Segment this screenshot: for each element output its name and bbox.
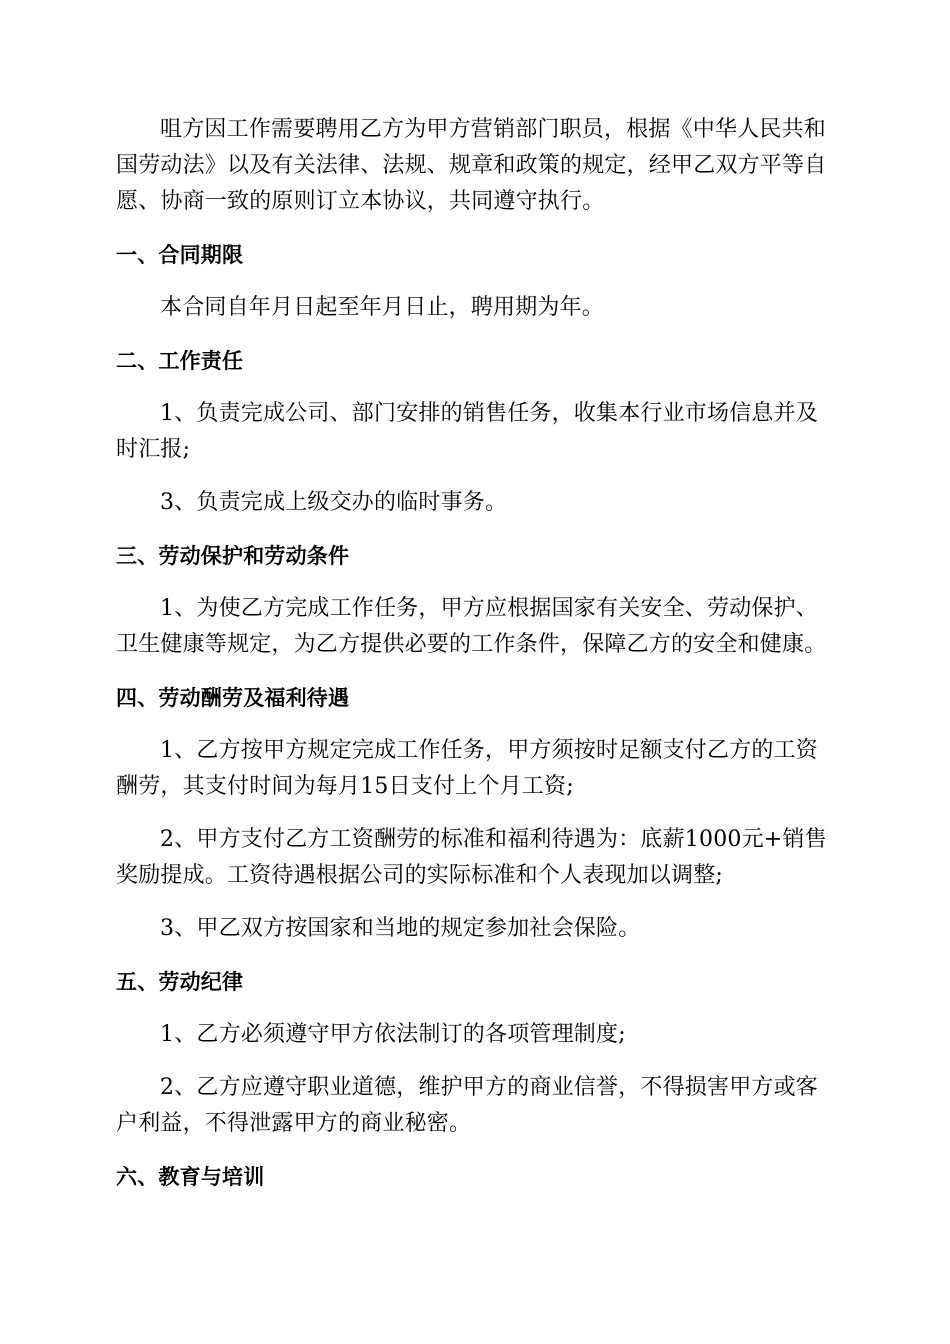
section-heading-protection: 三、劳动保护和劳动条件 xyxy=(116,544,350,568)
discipline-paragraph-2: 2、乙方应遵守职业道德，维护甲方的商业信誉，不得损害甲方或客户利益，不得泄露甲方的商业秘密。 xyxy=(116,1075,818,1136)
duties-paragraph-2: 3、负责完成上级交办的临时事务。 xyxy=(160,490,508,515)
discipline-paragraph-1: 1、乙方必须遵守甲方依法制订的各项管理制度; xyxy=(160,1022,626,1047)
section-heading-duties: 二、工作责任 xyxy=(116,349,244,373)
section-heading-compensation: 四、劳动酬劳及福利待遇 xyxy=(116,686,350,710)
section-heading-term: 一、合同期限 xyxy=(116,243,244,267)
compensation-paragraph-2: 2、甲方支付乙方工资酬劳的标准和福利待遇为：底薪1000元+销售奖励提成。工资待遇根据公司的实际标准和个人表现加以调整; xyxy=(116,827,827,888)
duties-paragraph-1: 1、负责完成公司、部门安排的销售任务，收集本行业市场信息并及时汇报; xyxy=(116,401,818,462)
section-heading-training: 六、教育与培训 xyxy=(116,1165,265,1189)
term-paragraph: 本合同自年月日起至年月日止，聘用期为年。 xyxy=(160,295,605,320)
section-heading-discipline: 五、劳动纪律 xyxy=(116,970,244,994)
intro-paragraph: 咀方因工作需要聘用乙方为甲方营销部门职员，根据《中华人民共和国劳动法》以及有关法律、法规、规章和政策的规定，经甲乙双方平等自愿、协商一致的原则订立本协议，共同遵守执行。 xyxy=(116,117,827,214)
compensation-paragraph-3: 3、甲乙双方按国家和当地的规定参加社会保险。 xyxy=(160,916,641,941)
compensation-paragraph-1: 1、乙方按甲方规定完成工作任务，甲方须按时足额支付乙方的工资酬劳，其支付时间为每月15日支付上个月工资; xyxy=(116,738,818,799)
document-body xyxy=(116,112,836,1212)
protection-paragraph-1: 1、为使乙方完成工作任务，甲方应根据国家有关安全、劳动保护、卫生健康等规定，为乙方提供必要的工作条件，保障乙方的安全和健康。 xyxy=(116,596,827,657)
